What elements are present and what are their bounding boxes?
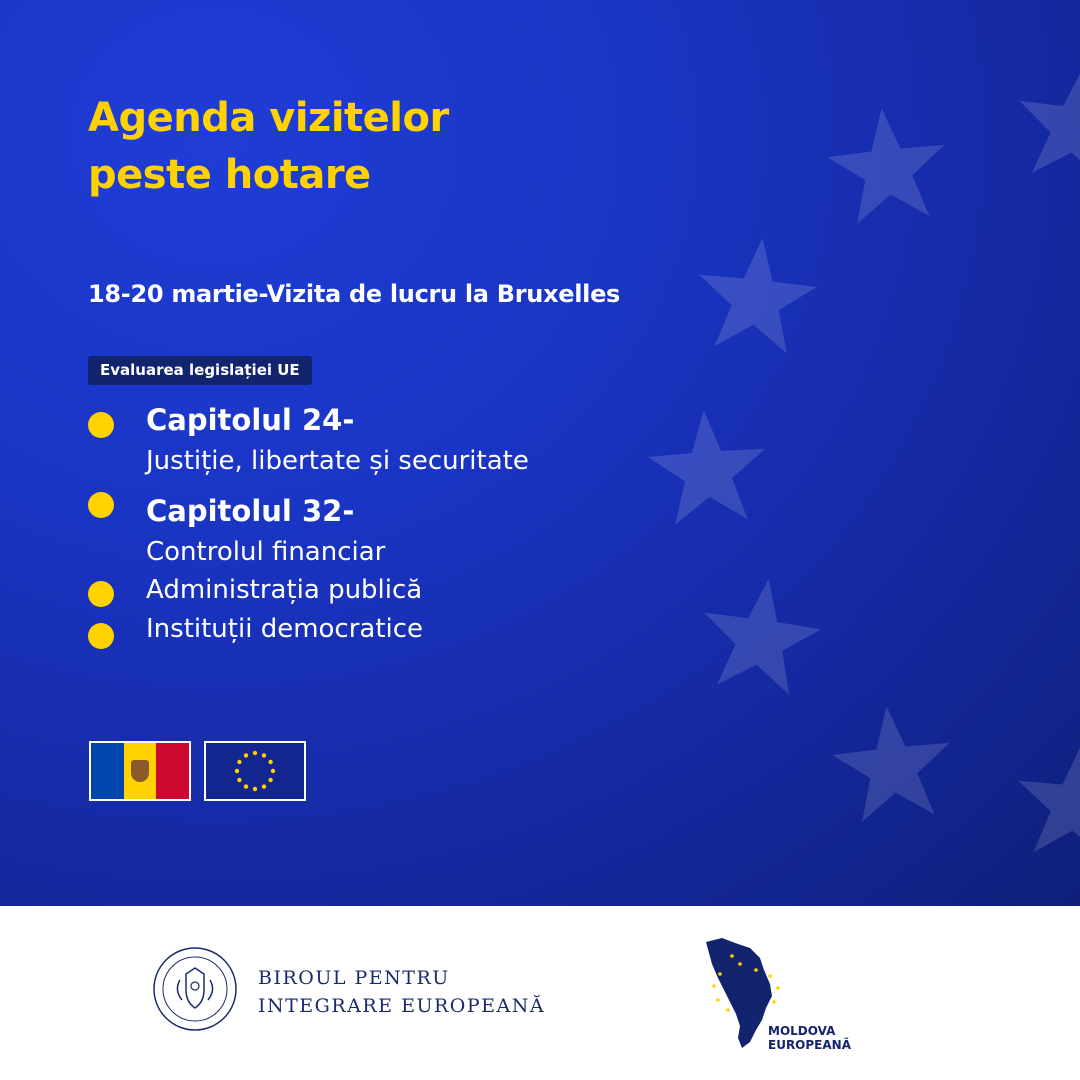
star-icon <box>828 700 957 824</box>
chapter-24-title: Capitolul 24- <box>146 403 355 437</box>
office-name-line-2: INTEGRARE EUROPEANĂ <box>258 995 546 1017</box>
brand-label-line-2: EUROPEANĂ <box>768 1038 851 1052</box>
coat-of-arms-icon <box>131 760 149 782</box>
office-name <box>258 964 545 1020</box>
agenda-item-public-administration: Administrația publică <box>146 575 423 605</box>
office-name-line-1: BIROUL PENTRU <box>258 967 450 989</box>
agenda-item-democratic-institutions: Instituții democratice <box>146 614 424 644</box>
star-icon <box>692 232 821 356</box>
star-icon <box>823 102 952 226</box>
title-line-1: Agenda vizitelor <box>88 95 449 141</box>
footer <box>0 906 1080 1080</box>
topic-badge: Evaluarea legislației UE <box>88 356 312 385</box>
brand-label-line-1: MOLDOVA <box>768 1024 836 1038</box>
chapter-32-title: Capitolul 32- <box>146 494 355 528</box>
bullet-icon <box>88 623 114 649</box>
chapter-24-description: Justiție, libertate și securitate <box>146 446 529 476</box>
chapter-32-description: Controlul financiar <box>146 537 386 567</box>
star-icon <box>645 406 771 526</box>
title-line-2: peste hotare <box>88 152 371 198</box>
brand-label <box>768 1024 851 1052</box>
bullet-icon <box>88 412 114 438</box>
star-icon <box>695 570 827 698</box>
bullet-icon <box>88 581 114 607</box>
star-icon <box>1010 58 1080 186</box>
visit-subtitle: 18-20 martie-Vizita de lucru la Bruxelles <box>88 280 621 308</box>
bullet-icon <box>88 492 114 518</box>
moldova-flag-icon <box>89 741 191 801</box>
page-title <box>88 90 449 204</box>
eu-flag-icon <box>204 741 306 801</box>
government-seal-icon <box>152 946 238 1032</box>
star-icon <box>1011 738 1080 862</box>
